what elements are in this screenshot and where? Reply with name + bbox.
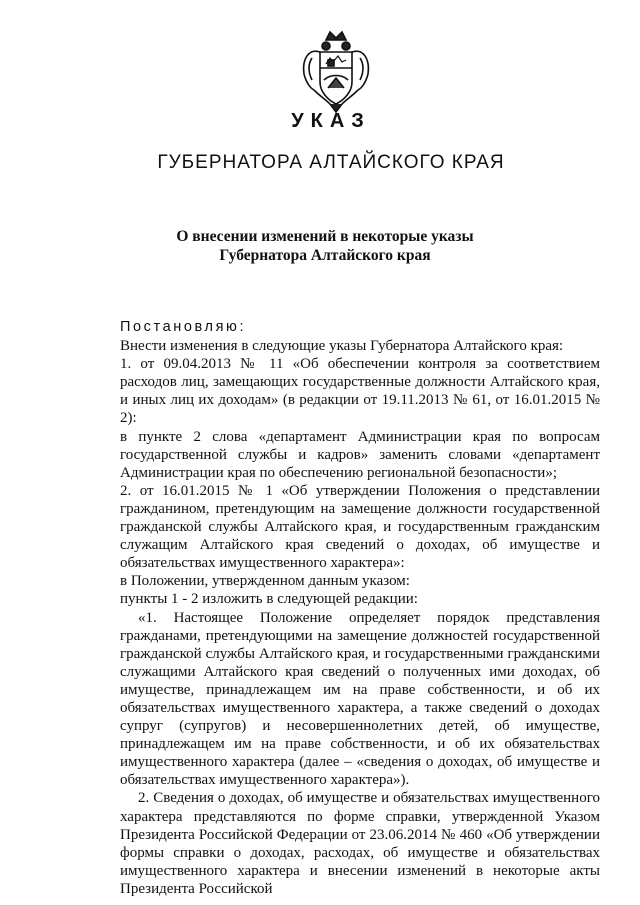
- body-paragraph: «1. Настоящее Положение определяет порядок представления гражданами, претендующими на замещение должностей государственной гражданской службы Алтайского края, и государственными гражданскими служащими Алтайского края сведений о полученных ими доходах, об имуществе, принадлежащем им на праве собственности, и об их обязательствах имущественного характера, а также сведений о доходах супруг (супругов) и несовершеннолетних детей, об имуществе, принадлежащем им на праве собственности, и об их обязательствах имущественного характера (далее – «сведения о доходах, об имуществе и обязательствах имущественного характера»).: [120, 609, 600, 789]
- decree-word: Постановляю:: [120, 319, 247, 335]
- document-type-title: УКАЗ: [291, 110, 371, 132]
- coat-of-arms-emblem: [300, 30, 372, 114]
- body-paragraph: пункты 1 - 2 изложить в следующей редакции:: [120, 591, 418, 608]
- body-paragraph: в пункте 2 слова «департамент Администрации края по вопросам государственной службы и кадров» заменить словами «департамент Администрации края по обеспечению региональной безопасности»;: [120, 428, 600, 481]
- document-body: [120, 318, 600, 898]
- issuer-title: ГУБЕРНАТОРА АЛТАЙСКОГО КРАЯ: [157, 152, 505, 173]
- body-paragraph: 2. Сведения о доходах, об имуществе и обязательствах имущественного характера представляются по форме справки, утвержденной Указом Президента Российской Федерации от 23.06.2014 № 460 «Об утверждении формы справки о доходах, расходах, об имуществе и обязательствах имущественного характера и внесении изменений в некоторые акты Президента Российской: [120, 790, 600, 897]
- body-paragraph: 2. от 16.01.2015 № 1 «Об утверждении Положения о представлении гражданином, претендующим на замещение должности государственной гражданской службы Алтайского края, и государственным гражданским служащим Алтайского края сведений о доходах, об имуществе и обязательствах имущественного характера»:: [120, 482, 600, 572]
- body-paragraph: 1. от 09.04.2013 № 11 «Об обеспечении контроля за соответствием расходов лиц, замещающих государственные должности Алтайского края, и иных лиц их доходам» (в редакции от 19.11.2013 № 61, от 16.01.2015 № 2):: [120, 356, 600, 427]
- subject-line: О внесении изменений в некоторые указы: [176, 228, 474, 245]
- subject-line: Губернатора Алтайского края: [219, 247, 431, 264]
- body-paragraph: Внести изменения в следующие указы Губернатора Алтайского края:: [120, 338, 564, 355]
- document-subject: [160, 227, 490, 265]
- body-paragraph: в Положении, утвержденном данным указом:: [120, 573, 410, 590]
